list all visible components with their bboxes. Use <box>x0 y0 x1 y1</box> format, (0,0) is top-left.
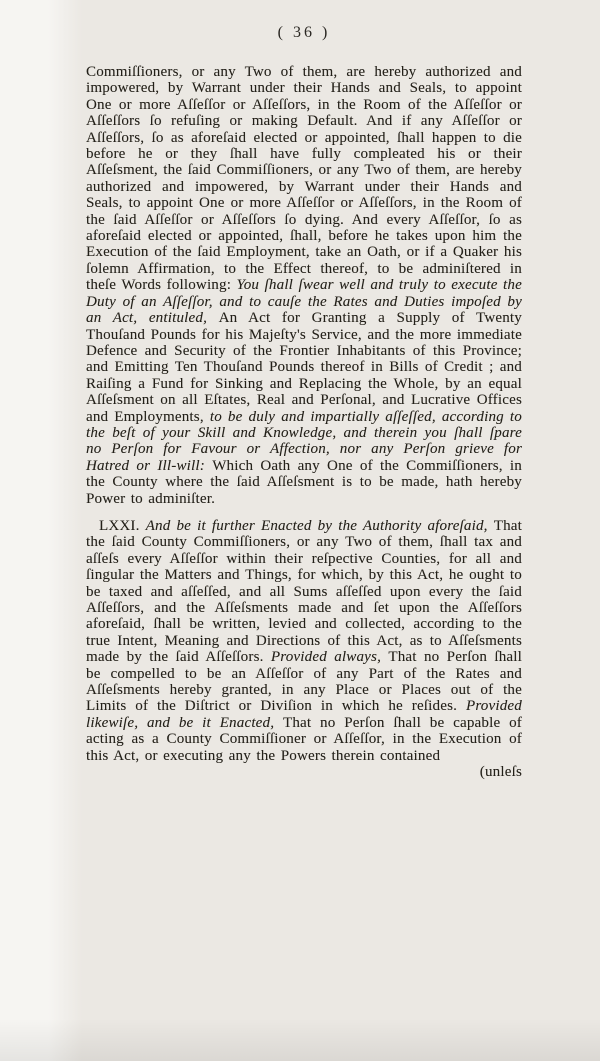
text-run: That no Perſon ſhall be capable of acting as a County Commiſſioner or Aſſeſſor, in the Execution of this Act, or executing any the Powers therein contained <box>86 714 523 764</box>
text-run-italic: You ſhall ſwear well and truly to execute the Duty of an Aſſeſſor, and to cauſe the Rates and Duties impoſed by an Act, entituled, <box>86 277 522 327</box>
text-run: An Act for Granting a Supply of Twenty Thouſand Pounds for his Majeſty's Service, and the more immediate Defence and Security of the Frontier Inhabitants of this Province; and Emitting Ten Thouſand Pounds thereof in Bills of Credit ; and Raiſing a Fund for Sinking and Replacing the Whole, by an equal Aſſeſsment on all Eſtates, Real and Perſonal, and Lucrative Offices and Employments, <box>86 310 522 425</box>
catchword: (unleſs <box>479 764 522 781</box>
text-block <box>86 64 522 764</box>
text-run-italic: to be duly and impartially aſſeſſed, according to the beſt of your Skill and Knowledge, and therein you ſhall ſpare no Perſon for Favour or Affection, nor any Perſon grieve for Hatred or Ill-will: <box>86 408 522 474</box>
text-run-italic: Provided always, <box>270 649 389 666</box>
text-run-italic: And be it further Enacted by the Authority aforeſaid, <box>145 517 494 534</box>
page-number: ( 36 ) <box>277 24 331 41</box>
text-run: Commiſſioners, or any Two of them, are hereby authorized and impowered, by Warrant under their Hands and Seals, to appoint One or more Aſſeſſor or Aſſeſſors, in the Room of the Aſſeſſor or Aſſeſſors ſo refuſing or making Default. And if any Aſſeſſor or Aſſeſſors, ſo as aforeſaid elected or appointed, ſhall happen to die before he or they ſhall have fully compleated his or their Aſſeſsment, the ſaid Commiſſioners, or any Two of them, are hereby authorized and impowered, by Warrant under their Hands and Seals, to appoint One or more Aſſeſſor or Aſſeſſors, in the Room of the ſaid Aſſeſſor or Aſſeſſors ſo dying. And every Aſſeſſor, ſo as aforeſaid elected or appointed, ſhall, before he takes upon him the Execution of the ſaid Employment, take an Oath, or if a Quaker his ſolemn Affirmation, to the Effect thereof, to be adminiſtered in theſe Words following: <box>86 64 522 294</box>
text-run-italic: Provided likewiſe, and be it Enacted, <box>86 698 522 731</box>
paragraph-section-lxxi <box>86 518 522 764</box>
paragraph-oath-of-assessors <box>86 64 522 507</box>
text-run: That no Perſon ſhall be compelled to be an Aſſeſſor of any Part of the Rates and Aſſeſsments hereby granted, in any Place or Places out of the Limits of the Diſtrict or Diviſion in which he reſides. <box>86 649 522 715</box>
text-run: Which Oath any One of the Commiſſioners, in the County where the ſaid Aſſeſsment is to be made, hath hereby Power to adminiſter. <box>86 457 522 507</box>
text-run: That the ſaid County Commiſſioners, or any Two of them, ſhall tax and aſſeſs every Aſſeſſor within their reſpective Counties, for all and ſingular the Matters and Things, for which, by this Act, he ought to be taxed and aſſeſſed, and all Sums aſſeſſed upon every the ſaid Aſſeſſors, and the Aſſeſsments made and ſet upon the Aſſeſſors aforeſaid, ſhall be written, levied and collected, according to the true Intent, Meaning and Directions of this Act, as to Aſſeſsments made by the ſaid Aſſeſſors. <box>86 517 522 666</box>
section-number: LXXI. <box>99 517 146 534</box>
